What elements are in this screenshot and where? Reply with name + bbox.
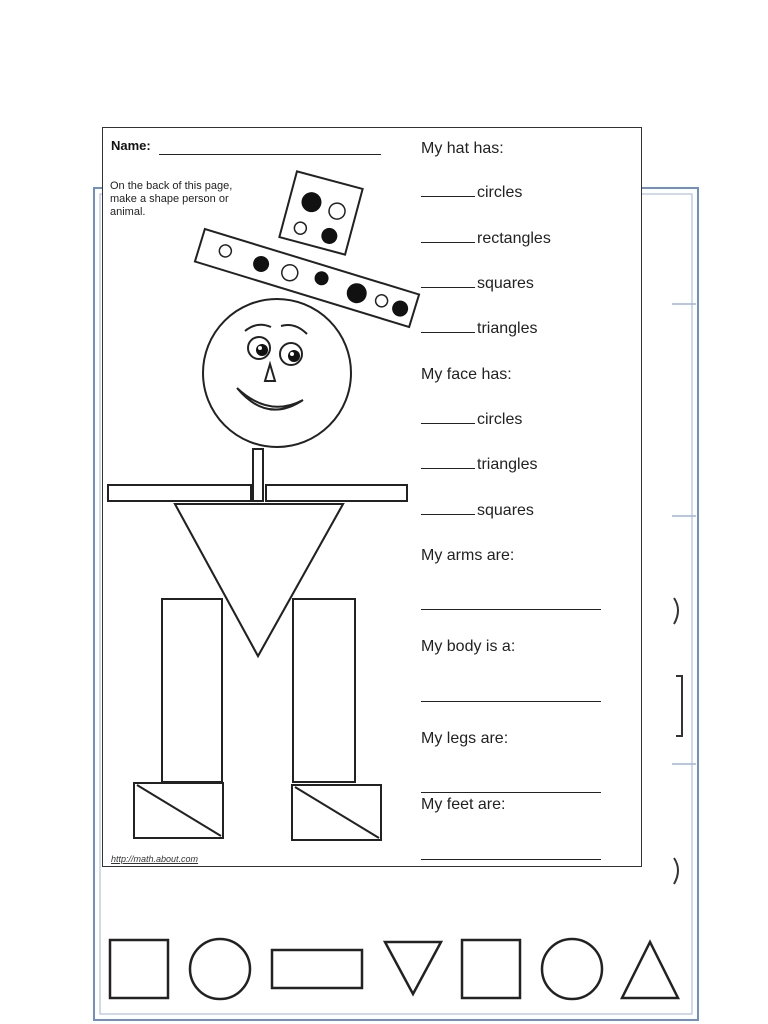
face-heading: My face has: xyxy=(421,366,512,383)
left-eye xyxy=(248,337,270,359)
right-arm-rectangle xyxy=(266,485,407,501)
rectangle-icon xyxy=(272,950,362,988)
face-item-triangles: triangles xyxy=(421,456,537,474)
answer-blank[interactable] xyxy=(421,422,475,424)
square-icon xyxy=(462,940,520,998)
hat-item-triangles: triangles xyxy=(421,320,537,338)
answer-blank[interactable] xyxy=(421,331,475,333)
body-heading: My body is a: xyxy=(421,638,516,655)
answer-blank[interactable] xyxy=(421,513,475,515)
hat-item-rectangles: rectangles xyxy=(421,230,551,248)
left-foot-square xyxy=(134,783,223,838)
hat-item-circles: circles xyxy=(421,184,522,202)
circle-icon xyxy=(190,939,250,999)
answer-blank[interactable] xyxy=(421,241,475,243)
square-icon xyxy=(110,940,168,998)
hat-square xyxy=(279,171,362,254)
hat-item-squares: squares xyxy=(421,275,534,293)
feet-heading: My feet are: xyxy=(421,796,506,813)
hat-heading: My hat has: xyxy=(421,140,504,157)
shape-row xyxy=(100,930,690,1010)
right-eye xyxy=(280,343,302,365)
left-leg-rectangle xyxy=(162,599,222,782)
face-item-squares: squares xyxy=(421,502,534,520)
face-item-circles: circles xyxy=(421,411,522,429)
right-foot-square xyxy=(292,785,381,840)
legs-answer-line[interactable] xyxy=(421,791,601,793)
footer-url[interactable]: http://math.about.com xyxy=(111,854,199,864)
neck-rectangle xyxy=(253,449,263,501)
feet-answer-line[interactable] xyxy=(421,858,601,860)
answer-blank[interactable] xyxy=(421,286,475,288)
shape-person-figure xyxy=(103,128,423,858)
legs-heading: My legs are: xyxy=(421,730,509,747)
circle-icon xyxy=(542,939,602,999)
instruction-text: On the back of this page, make a shape person or animal. xyxy=(110,180,233,218)
name-label: Name: xyxy=(111,138,151,153)
answer-blank[interactable] xyxy=(421,467,475,469)
arms-answer-line[interactable] xyxy=(421,608,601,610)
body-answer-line[interactable] xyxy=(421,700,601,702)
arms-heading: My arms are: xyxy=(421,547,515,564)
triangle-icon xyxy=(622,942,678,998)
answer-blank[interactable] xyxy=(421,195,475,197)
worksheet-page xyxy=(102,127,642,867)
head-circle xyxy=(203,299,351,447)
right-leg-rectangle xyxy=(293,599,355,782)
left-arm-rectangle xyxy=(108,485,251,501)
inverted-triangle-icon xyxy=(385,942,441,994)
